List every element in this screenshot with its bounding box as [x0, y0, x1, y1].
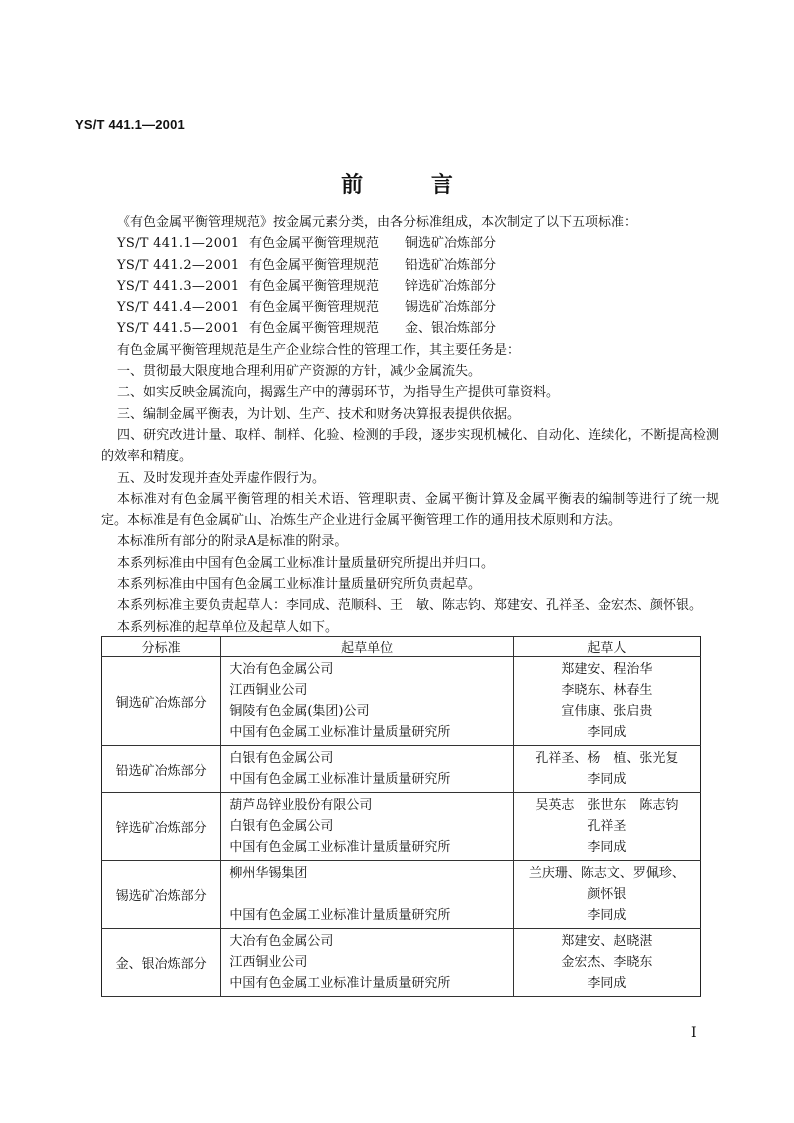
drafter-names: 李同成 [587, 772, 627, 787]
standard-part: 锡选矿冶炼部分 [405, 300, 497, 316]
standard-item [101, 255, 719, 276]
standard-item [101, 297, 719, 318]
category-cell: 铅选矿冶炼部分 [102, 746, 221, 793]
column-header-drafting-unit: 起草单位 [221, 637, 513, 657]
unit-name: 中国有色金属工业标准计量质量研究所 [229, 725, 451, 740]
drafter-names: 吴英志 张世东 陈志钧 [535, 798, 679, 813]
unit-name: 江西铜业公司 [229, 955, 308, 970]
standards-list [101, 233, 719, 339]
standard-item [101, 233, 719, 254]
drafter-names: 孔祥圣、杨 植、张光复 [535, 751, 679, 766]
paragraph-task-5: 五、及时发现并查处弄虚作假行为。 [117, 470, 326, 486]
drafter-names: 孔祥圣 [587, 819, 627, 834]
unit-name: 中国有色金属工业标准计量质量研究所 [229, 908, 451, 923]
column-header-sub-standard: 分标准 [102, 637, 221, 657]
drafters-cell [513, 657, 700, 746]
unit-name: 江西铜业公司 [229, 683, 308, 698]
unit-name [229, 884, 504, 905]
category-cell: 锡选矿冶炼部分 [102, 861, 221, 929]
standard-part: 铅选矿冶炼部分 [405, 257, 497, 273]
table-row [102, 746, 701, 793]
standard-name: 有色金属平衡管理规范 [249, 321, 380, 337]
table-header-row [102, 637, 701, 657]
drafter-names: 李同成 [587, 976, 627, 991]
unit-name: 柳州华锡集团 [229, 866, 308, 881]
category-cell: 金、银冶炼部分 [102, 929, 221, 997]
unit-name: 白银有色金属公司 [229, 819, 334, 834]
units-cell [221, 929, 513, 997]
table-row [102, 793, 701, 861]
paragraph-scope: 本标准对有色金属平衡管理的相关术语、管理职责、金属平衡计算及金属平衡表的编制等进行了统一规定。本标准是有色金属矿山、冶炼生产企业进行金属平衡管理工作的通用技术原则和方法。 [101, 491, 719, 529]
drafter-names: 宣伟康、张启贵 [561, 704, 653, 719]
standard-code: YS/T 441.3—2001 [117, 278, 240, 294]
paragraph-main-drafters: 本系列标准主要负责起草人：李同成、范顺科、王 敏、陈志钧、郑建安、孔祥圣、金宏杰、颜怀银。 [117, 598, 703, 614]
standard-part: 铜选矿冶炼部分 [405, 236, 497, 252]
standard-name: 有色金属平衡管理规范 [249, 236, 380, 252]
units-cell [221, 793, 513, 861]
standard-code: YS/T 441.1—2001 [117, 236, 240, 252]
standard-item [101, 276, 719, 297]
standard-code: YS/T 441.4—2001 [117, 300, 240, 316]
paragraph-task-1: 一、贯彻最大限度地合理利用矿产资源的方针，减少金属流失。 [117, 364, 482, 380]
unit-name: 葫芦岛锌业股份有限公司 [229, 798, 373, 813]
foreword-body [101, 212, 719, 638]
drafter-names: 李同成 [587, 908, 627, 923]
unit-name: 中国有色金属工业标准计量质量研究所 [229, 976, 451, 991]
unit-name: 中国有色金属工业标准计量质量研究所 [229, 840, 451, 855]
drafter-names: 李同成 [587, 725, 627, 740]
standard-part: 锌选矿冶炼部分 [405, 278, 497, 294]
drafter-names: 李晓东、林春生 [561, 683, 653, 698]
standard-part: 金、银冶炼部分 [405, 321, 497, 337]
intro-paragraph: 《有色金属平衡管理规范》按金属元素分类，由各分标准组成，本次制定了以下五项标准： [117, 215, 638, 230]
drafter-names: 金宏杰、李晓东 [561, 955, 653, 970]
drafters-cell [513, 861, 700, 929]
table-row [102, 657, 701, 746]
paragraph-task-2: 二、如实反映金属流向，揭露生产中的薄弱环节，为指导生产提供可靠资料。 [117, 385, 560, 401]
paragraph-proposer: 本系列标准由中国有色金属工业标准计量质量研究所提出并归口。 [117, 555, 495, 571]
drafting-units-table [101, 636, 701, 997]
standard-item [101, 318, 719, 339]
paragraph-task-4: 四、研究改进计量、取样、制样、化验、检测的手段，逐步实现机械化、自动化、连续化，不断提高检测的效率和精度。 [101, 427, 719, 465]
drafter-names: 兰庆珊、陈志文、罗佩珍、 [528, 866, 685, 881]
unit-name: 大冶有色金属公司 [229, 934, 334, 949]
page-title: 前 言 [341, 173, 483, 198]
table-row [102, 929, 701, 997]
drafters-cell [513, 746, 700, 793]
units-cell [221, 861, 513, 929]
standard-code: YS/T 441.5—2001 [117, 321, 240, 337]
unit-name: 中国有色金属工业标准计量质量研究所 [229, 772, 451, 787]
page-number: I [691, 1025, 697, 1041]
units-cell [221, 657, 513, 746]
drafter-names: 李同成 [587, 840, 627, 855]
drafters-cell [513, 929, 700, 997]
drafter-names: 颜怀银 [587, 887, 627, 902]
paragraph-task-3: 三、编制金属平衡表，为计划、生产、技术和财务决算报表提供依据。 [117, 406, 521, 422]
column-header-drafters: 起草人 [513, 637, 700, 657]
drafters-cell [513, 793, 700, 861]
unit-name: 白银有色金属公司 [229, 751, 334, 766]
units-cell [221, 746, 513, 793]
standard-name: 有色金属平衡管理规范 [249, 300, 380, 316]
table-row [102, 861, 701, 929]
drafter-names: 郑建安、赵晓湛 [561, 934, 653, 949]
standard-code: YS/T 441.2—2001 [117, 257, 240, 273]
category-cell: 铜选矿冶炼部分 [102, 657, 221, 746]
document-code-header: YS/T 441.1—2001 [75, 117, 185, 132]
unit-name: 铜陵有色金属(集团)公司 [229, 704, 370, 719]
standard-name: 有色金属平衡管理规范 [249, 278, 380, 294]
drafter-names: 郑建安、程治华 [561, 662, 653, 677]
standard-name: 有色金属平衡管理规范 [249, 257, 380, 273]
paragraph-management-intro: 有色金属平衡管理规范是生产企业综合性的管理工作，其主要任务是： [117, 342, 521, 358]
unit-name: 大冶有色金属公司 [229, 662, 334, 677]
category-cell: 锌选矿冶炼部分 [102, 793, 221, 861]
paragraph-table-intro: 本系列标准的起草单位及起草人如下。 [117, 619, 339, 635]
paragraph-annex: 本标准所有部分的附录A是标准的附录。 [117, 534, 348, 550]
paragraph-drafting-org: 本系列标准由中国有色金属工业标准计量质量研究所负责起草。 [117, 577, 482, 593]
